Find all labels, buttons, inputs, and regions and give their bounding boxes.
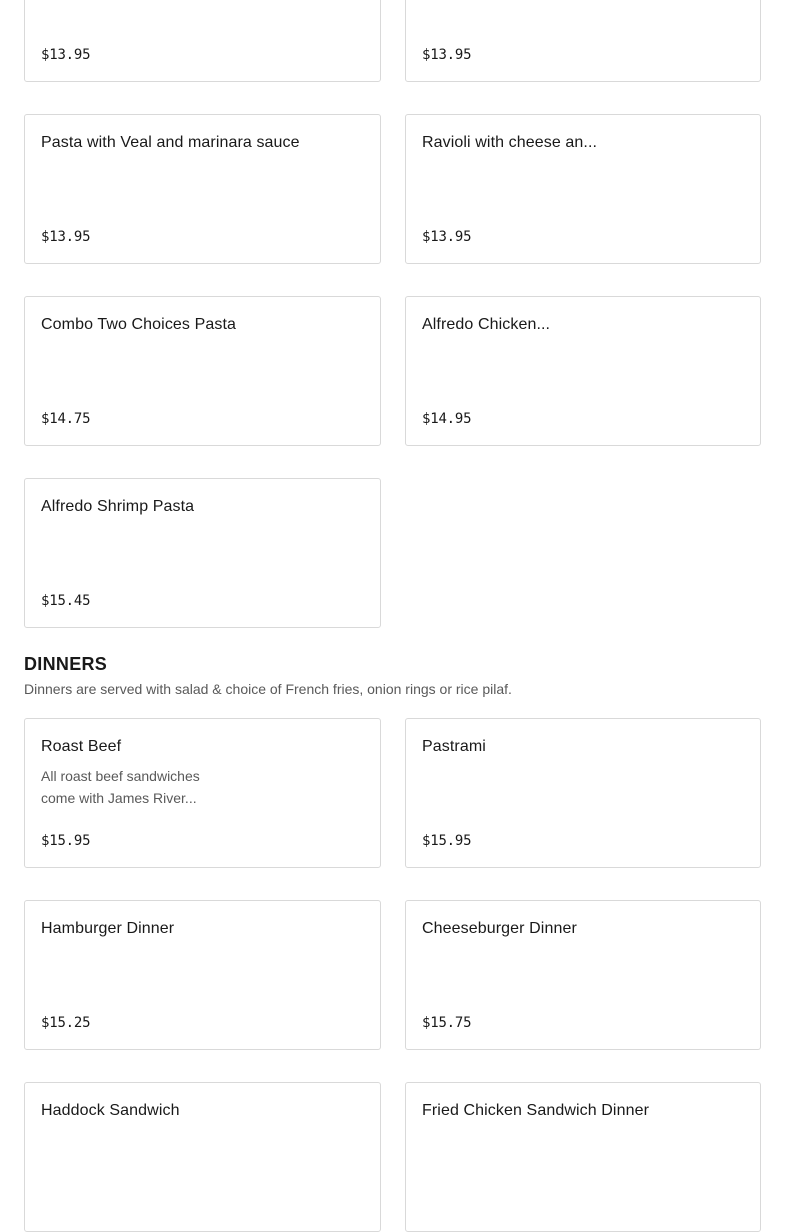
menu-item-card[interactable] <box>24 1082 381 1232</box>
menu-item-card[interactable] <box>24 478 381 628</box>
menu-item-price: $15.95 <box>422 833 472 849</box>
menu-item-name: Alfredo Chicken... <box>422 316 551 333</box>
menu-item-price: $15.75 <box>422 1015 472 1031</box>
menu-item-card[interactable] <box>405 1082 761 1232</box>
menu-item-card[interactable] <box>24 114 381 264</box>
menu-item-name: Cheeseburger Dinner <box>422 920 577 937</box>
menu-item-card[interactable] <box>24 900 381 1050</box>
menu-item-price: $15.45 <box>41 593 91 609</box>
menu-item-name: Combo Two Choices Pasta <box>41 316 236 333</box>
menu-item-card[interactable] <box>405 0 761 82</box>
menu-item-card[interactable] <box>24 718 381 868</box>
dinners-items-grid <box>24 718 761 1232</box>
menu-item-card[interactable] <box>405 900 761 1050</box>
menu-item-card[interactable] <box>405 296 761 446</box>
menu-item-price: $13.95 <box>422 229 472 245</box>
menu-item-name: Fried Chicken Sandwich Dinner <box>422 1102 650 1119</box>
menu-item-card[interactable] <box>24 296 381 446</box>
menu-item-name: Haddock Sandwich <box>41 1102 180 1119</box>
section-title: DINNERS <box>24 654 108 674</box>
menu-item-price: $15.95 <box>41 833 91 849</box>
menu-item-price: $13.95 <box>41 229 91 245</box>
menu-item-card[interactable] <box>24 0 381 82</box>
menu-item-card[interactable] <box>405 114 761 264</box>
menu-item-name: Roast Beef <box>41 738 122 755</box>
menu-item-price: $15.25 <box>41 1015 91 1031</box>
menu-item-name: Alfredo Shrimp Pasta <box>41 498 195 515</box>
menu-item-price: $13.95 <box>41 47 91 63</box>
menu-item-price: $14.75 <box>41 411 91 427</box>
pasta-items-grid <box>24 0 761 628</box>
section-description: Dinners are served with salad & choice of French fries, onion rings or rice pilaf. <box>24 681 512 697</box>
menu-item-card[interactable] <box>405 718 761 868</box>
menu-item-price: $13.95 <box>422 47 472 63</box>
menu-item-name: Ravioli with cheese an... <box>422 134 598 151</box>
dinners-section-header <box>24 652 512 699</box>
menu-item-name: Pasta with Veal and marinara sauce <box>41 134 300 151</box>
menu-item-price: $14.95 <box>422 411 472 427</box>
menu-item-name: Pastrami <box>422 738 486 755</box>
menu-item-description: All roast beef sandwiches come with James River... <box>41 768 200 806</box>
menu-item-name: Hamburger Dinner <box>41 920 175 937</box>
